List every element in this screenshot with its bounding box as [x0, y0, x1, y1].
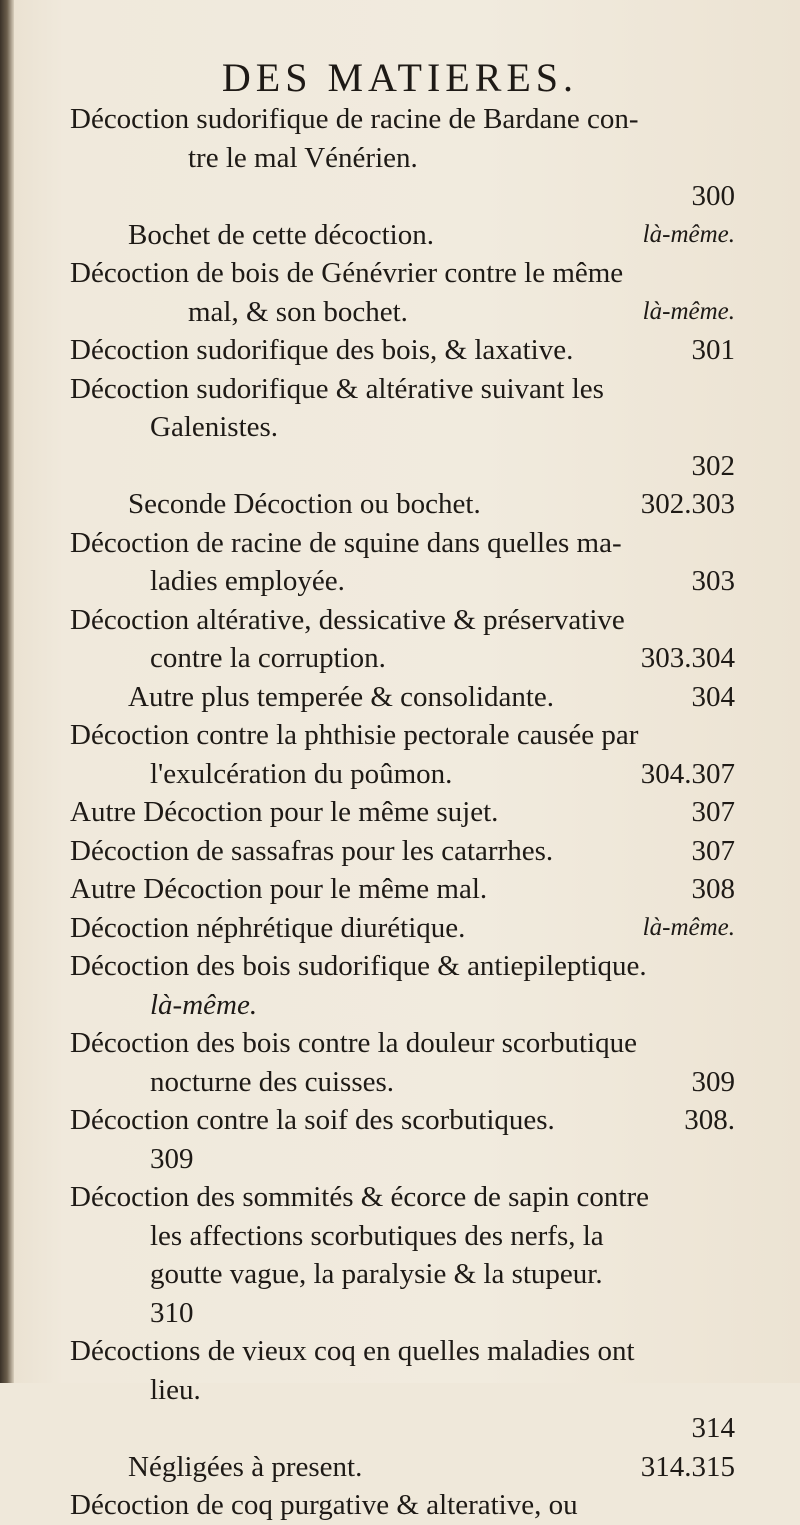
entry-text: Galenistes.: [150, 411, 279, 443]
entry-text: les affections scorbutiques des nerfs, la: [150, 1219, 604, 1252]
index-line: [70, 870, 735, 909]
index-line: [70, 1217, 735, 1256]
entry-text: là-même.: [150, 988, 258, 1021]
page-ref: 308: [691, 873, 735, 905]
entry-text: Décoction de bois de Génévrier contre le même: [70, 257, 624, 289]
page-ref: là-même.: [642, 913, 735, 941]
entry-text: 309: [150, 1142, 194, 1175]
index-line: [70, 524, 735, 563]
page-ref: 302: [691, 449, 735, 482]
page-ref: 304: [691, 680, 735, 713]
page-ref: 314.315: [640, 1450, 735, 1483]
entry-text: mal, & son bochet.: [188, 295, 408, 328]
index-line: [70, 1332, 735, 1371]
entry-text: Décoction contre la phthisie pectorale causée par: [70, 719, 639, 751]
entry-text: Décoctions de vieux coq en quelles maladies ont: [70, 1335, 635, 1367]
page-heading: DES MATIERES.: [221, 55, 579, 100]
index-line: [70, 639, 735, 678]
index-line: [70, 562, 735, 601]
index-line: [70, 370, 735, 409]
index-line: [70, 408, 735, 447]
entry-text: Décoction de racine de squine dans quelles ma-: [70, 526, 622, 559]
entry-text: goutte vague, la paralysie & la stupeur.: [150, 1258, 603, 1290]
page-ref: 301: [691, 334, 735, 366]
page-gutter: [0, 0, 14, 1383]
page-ref: 303: [691, 565, 735, 597]
page-ref: 307: [691, 834, 735, 867]
index-line: [70, 1409, 735, 1448]
entry-text: Décoction altérative, dessicative & préservative: [70, 603, 625, 636]
entry-text: Décoction des sommités & écorce de sapin contre: [70, 1181, 649, 1213]
entry-text: tre le mal Vénérien.: [188, 141, 418, 174]
page-ref: 314: [691, 1412, 735, 1444]
index-line: [70, 1448, 735, 1487]
entry-text: Décoction néphrétique diurétique.: [70, 911, 466, 944]
page-ref: 300: [691, 180, 735, 212]
entry-text: ladies employée.: [150, 565, 345, 597]
index-line: [70, 100, 735, 139]
index-line: [70, 331, 735, 370]
entry-text: Décoction des bois contre la douleur scorbutique: [70, 1027, 637, 1059]
index-line: [70, 177, 735, 216]
entry-text: Bochet de cette décoction.: [128, 218, 434, 251]
index-line: [70, 1024, 735, 1063]
index-line: [70, 485, 735, 524]
index-line: [70, 293, 735, 332]
entry-text: lieu.: [150, 1373, 201, 1406]
entry-text: Autre Décoction pour le même sujet.: [70, 796, 499, 828]
page-ref: 309: [691, 1065, 735, 1098]
index-entries: [70, 100, 735, 1525]
index-line: [70, 947, 735, 986]
page-ref: 304.307: [640, 757, 735, 790]
entry-text: nocturne des cuisses.: [150, 1065, 395, 1098]
index-line: [70, 986, 735, 1025]
entry-text: Autre Décoction pour le même mal.: [70, 873, 488, 905]
index-line: [70, 1371, 735, 1410]
index-line: [70, 1294, 735, 1333]
entry-text: contre la corruption.: [150, 642, 386, 674]
entry-text: Décoction sudorifique des bois, & laxative.: [70, 334, 574, 366]
entry-text: Décoction sudorifique de racine de Bardane con-: [70, 103, 639, 135]
entry-text: l'exulcération du poûmon.: [150, 757, 453, 790]
index-line: [70, 716, 735, 755]
index-line: [70, 1178, 735, 1217]
index-line: [70, 1101, 735, 1140]
page-ref: 302.303: [640, 488, 735, 520]
index-line: [70, 1486, 735, 1525]
index-line: [70, 1255, 735, 1294]
entry-text: Décoction de sassafras pour les catarrhes.: [70, 834, 554, 867]
page-ref: là-même.: [642, 220, 735, 248]
entry-text: 310: [150, 1296, 194, 1329]
index-line: [70, 1063, 735, 1102]
index-line: [70, 139, 735, 178]
entry-text: Seconde Décoction ou bochet.: [128, 488, 481, 520]
index-line: [70, 601, 735, 640]
page-ref: 307: [691, 796, 735, 828]
index-line: [70, 832, 735, 871]
index-line: [70, 447, 735, 486]
entry-text: Autre plus temperée & consolidante.: [128, 680, 555, 713]
page-ref: là-même.: [642, 297, 735, 325]
index-line: [70, 755, 735, 794]
page-ref: 303.304: [640, 642, 735, 674]
entry-text: Négligées à present.: [128, 1450, 363, 1483]
index-line: [70, 216, 735, 255]
entry-text: Décoction des bois sudorifique & antiepileptique.: [70, 950, 647, 982]
index-line: [70, 909, 735, 948]
index-line: [70, 793, 735, 832]
index-line: [70, 678, 735, 717]
entry-text: Décoction de coq purgative & alterative, ou: [70, 1489, 578, 1521]
entry-text: Décoction contre la soif des scorbutiques.: [70, 1104, 555, 1136]
page-ref: 308.: [684, 1104, 735, 1136]
entry-text: Décoction sudorifique & altérative suivant les: [70, 372, 604, 405]
index-line: [70, 1140, 735, 1179]
index-line: [70, 254, 735, 293]
